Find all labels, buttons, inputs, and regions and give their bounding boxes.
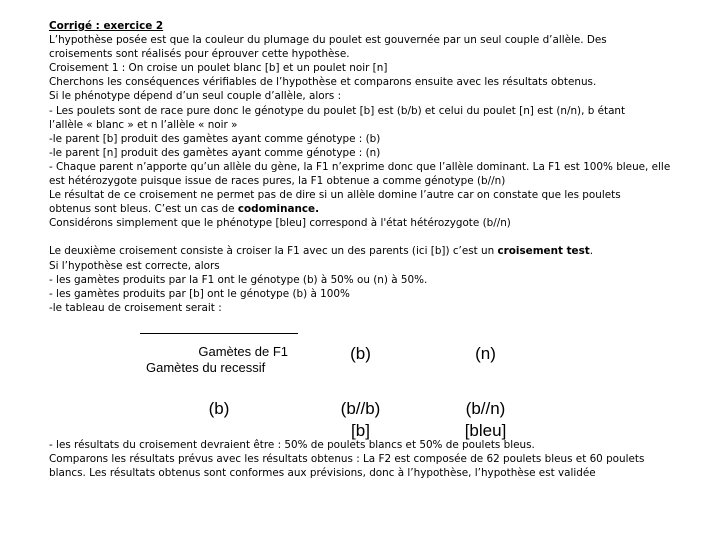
text-line: - les gamètes produits par la F1 ont le génotype (b) à 50% ou (n) à 50%. bbox=[49, 273, 428, 286]
column-header-n: (n) bbox=[475, 343, 496, 363]
document-title: Corrigé : exercice 2 bbox=[49, 20, 164, 32]
document-body bbox=[49, 19, 699, 315]
cell-phenotype: [b] bbox=[351, 420, 370, 440]
croisement-test-term: croisement test bbox=[497, 245, 590, 258]
header-recessive-gametes: Gamètes du recessif bbox=[146, 360, 266, 375]
crossing-table bbox=[140, 333, 548, 442]
text-line: - Chaque parent n’apporte qu’un allèle du gène, la F1 n’exprime donc que l’allèle dominant. La F1 est 100% bleue, elle bbox=[49, 160, 671, 173]
text-line: L’hypothèse posée est que la couleur du plumage du poulet est gouvernée par un seul couple d’allèle. Des bbox=[49, 34, 607, 47]
cell-genotype: (b//n) bbox=[465, 398, 506, 418]
text-line: croisements sont réalisés pour éprouver cette hypothèse. bbox=[49, 48, 350, 61]
cell-b-b bbox=[298, 390, 423, 442]
text-line: Si l’hypothèse est correcte, alors bbox=[49, 259, 220, 272]
text-span: . bbox=[589, 245, 594, 258]
text-line bbox=[49, 244, 699, 258]
text-line: -le parent [b] produit des gamètes ayant comme génotype : (b) bbox=[49, 132, 381, 145]
text-span: Le deuxième croisement consiste à croiser la F1 avec un des parents (ici [b]) c’est un bbox=[49, 245, 498, 258]
text-line: - les résultats du croisement devraient être : 50% de poulets blancs et 50% de poulets bleus. bbox=[49, 439, 535, 451]
text-line: -le tableau de croisement serait : bbox=[49, 301, 222, 314]
row-header-b: (b) bbox=[208, 398, 230, 418]
text-line: Le résultat de ce croisement ne permet pas de dire si un allèle domine l’autre car on constate que les poulets bbox=[49, 189, 621, 202]
text-span: obtenus sont bleus. C’est un cas de bbox=[49, 203, 238, 216]
text-line: Cherchons les conséquences vérifiables de l’hypothèse et comparons ensuite avec les résultats obtenus. bbox=[49, 76, 597, 89]
text-line: Si le phénotype dépend d’un seul couple d’allèle, alors : bbox=[49, 90, 342, 103]
conclusion-block bbox=[49, 438, 699, 480]
paragraph-gap bbox=[49, 230, 699, 244]
text-line: Croisement 1 : On croise un poulet blanc [b] et un poulet noir [n] bbox=[49, 62, 388, 75]
text-line bbox=[49, 202, 699, 216]
table-corner-header bbox=[140, 334, 298, 390]
table-header-row bbox=[140, 334, 548, 390]
text-line: blancs. Les résultats obtenus sont conformes aux prévisions, donc à l’hypothèse, l’hypothèse est validée bbox=[49, 467, 596, 480]
cell-b-n bbox=[423, 390, 548, 442]
text-line: -le parent [n] produit des gamètes ayant comme génotype : (n) bbox=[49, 146, 381, 159]
column-header-b: (b) bbox=[350, 343, 371, 363]
text-line: Comparons les résultats prévus avec les résultats obtenus : La F2 est composée de 62 poulets bleus et 60 poulets bbox=[49, 453, 645, 466]
codominance-term: codominance. bbox=[237, 203, 320, 216]
cell-phenotype: [bleu] bbox=[464, 420, 507, 440]
cell-genotype: (b//b) bbox=[340, 398, 381, 418]
text-line: Considérons simplement que le phénotype [bleu] correspond à l'état hétérozygote (b//n) bbox=[49, 217, 511, 230]
text-line: - Les poulets sont de race pure donc le génotype du poulet [b] est (b/b) et celui du poulet [n] est (n/n), b étant bbox=[49, 104, 626, 117]
table-row bbox=[140, 390, 548, 442]
text-line: - les gamètes produits par [b] ont le génotype (b) à 100% bbox=[49, 287, 350, 300]
text-line: est hétérozygote puisque issue de races pures, la F1 obtenue a comme génotype (b//n) bbox=[49, 175, 506, 188]
text-line: l’allèle « blanc » et n l’allèle « noir » bbox=[49, 118, 238, 131]
header-f1-gametes: Gamètes de F1 bbox=[198, 344, 288, 359]
